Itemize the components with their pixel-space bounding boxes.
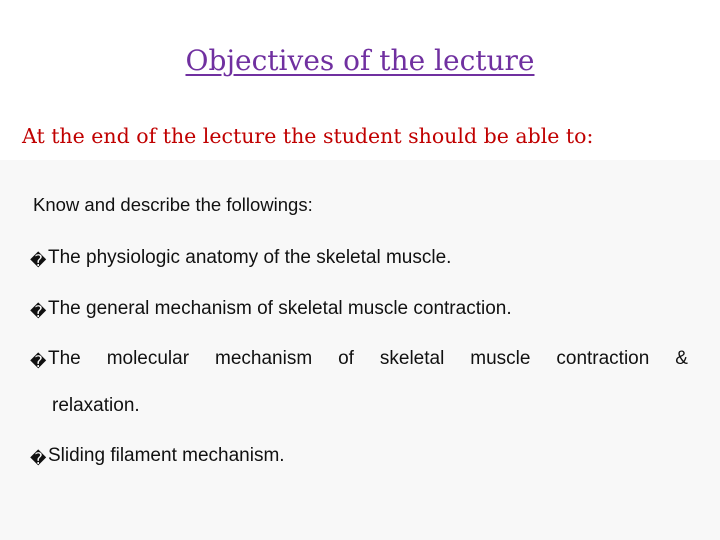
list-item-word: &	[675, 348, 688, 369]
list-item-text: The general mechanism of skeletal muscle contraction.	[48, 298, 512, 319]
bullet-icon: �	[30, 449, 47, 468]
content-heading: Know and describe the followings:	[33, 194, 313, 215]
justified-line	[30, 348, 688, 370]
slide-title: Objectives of the lecture	[185, 44, 535, 77]
bullet-icon: �	[30, 352, 47, 371]
list-item-word: contraction	[556, 348, 650, 369]
list-item	[30, 247, 451, 269]
list-item-continuation: relaxation.	[52, 395, 140, 416]
bullet-icon: �	[30, 251, 47, 270]
list-item	[30, 348, 690, 370]
list-item-text: Sliding filament mechanism.	[48, 445, 285, 466]
list-item-word: muscle	[470, 348, 531, 369]
list-item-text: The physiologic anatomy of the skeletal muscle.	[48, 247, 452, 268]
list-item-word: �The	[30, 348, 81, 371]
list-item-word: of	[338, 348, 354, 369]
list-item	[30, 298, 512, 320]
list-item-word: mechanism	[215, 348, 313, 369]
list-item	[30, 445, 285, 467]
list-item-word: molecular	[106, 348, 190, 369]
bullet-icon: �	[30, 302, 47, 321]
slide-subtitle: At the end of the lecture the student should be able to:	[22, 124, 594, 148]
list-item-word: skeletal	[379, 348, 445, 369]
